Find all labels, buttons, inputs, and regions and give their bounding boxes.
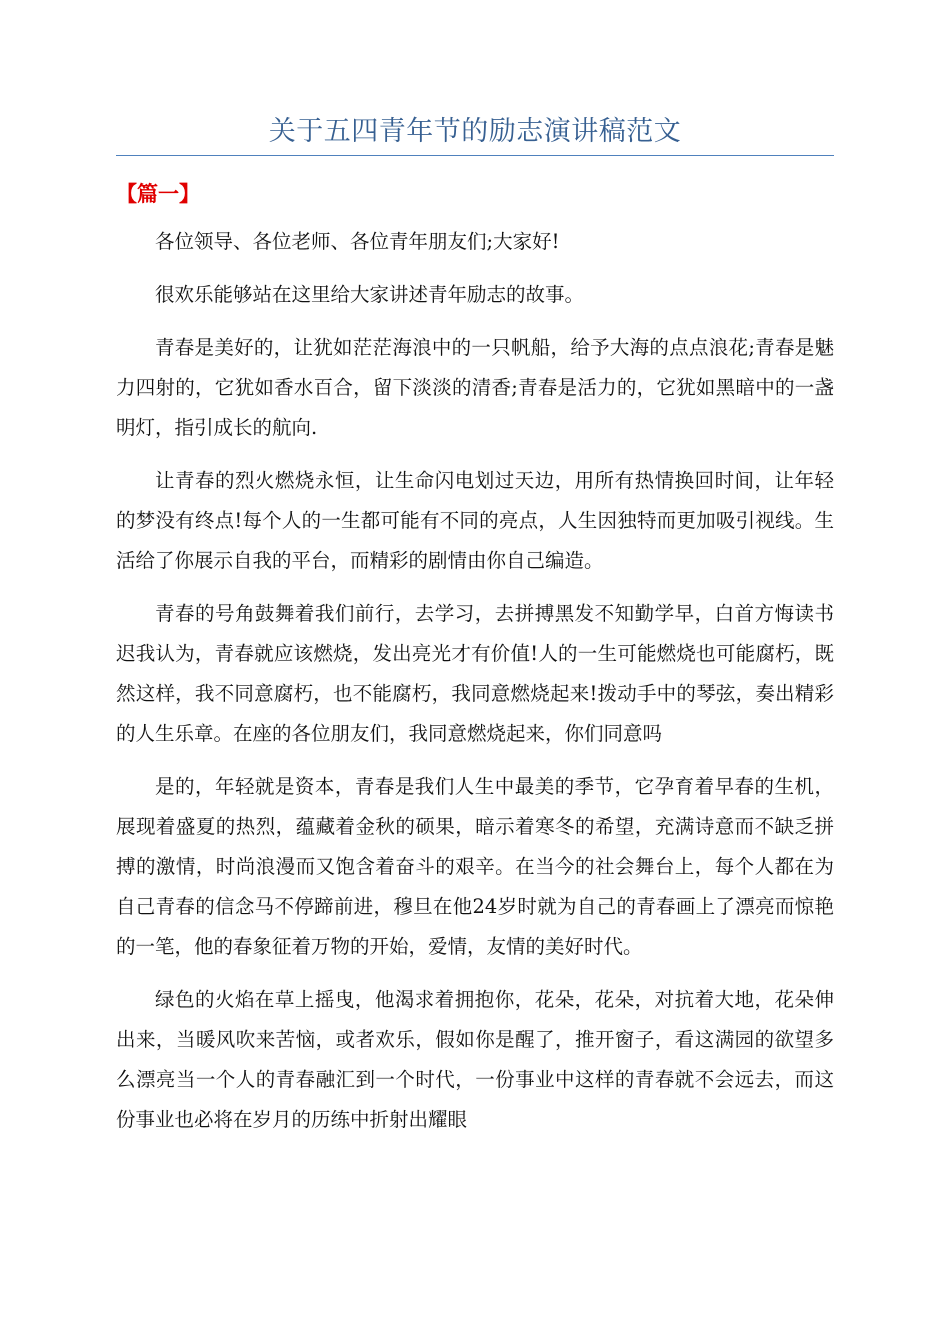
document-title: 关于五四青年节的励志演讲稿范文	[268, 116, 682, 147]
paragraph: 让青春的烈火燃烧永恒，让生命闪电划过天边，用所有热情换回时间，让年轻的梦没有终点!每个人的一生都可能有不同的亮点，人生因独特而更加吸引视线。生活给了你展示自我的平台，而精彩的剧情由你自己编造。	[116, 469, 834, 572]
section-heading: 【篇一】	[116, 182, 200, 206]
paragraph: 绿色的火焰在草上摇曳，他渴求着拥抱你，花朵，花朵，对抗着大地，花朵伸出来，当暖风吹来苦恼，或者欢乐，假如你是醒了，推开窗子，看这满园的欲望多么漂亮当一个人的青春融汇到一个时代，一份事业中这样的青春就不会远去，而这份事业也必将在岁月的历练中折射出耀眼	[116, 988, 834, 1131]
paragraph: 是的，年轻就是资本，青春是我们人生中最美的季节，它孕育着早春的生机，展现着盛夏的热烈，蕴藏着金秋的硕果，暗示着寒冬的希望，充满诗意而不缺乏拼搏的激情，时尚浪漫而又饱含着奋斗的艰辛。在当今的社会舞台上，每个人都在为自己青春的信念马不停蹄前进，穆旦在他24岁时就为自己的青春画上了漂亮而惊艳的一笔，他的春象征着万物的开始，爱情，友情的美好时代。	[116, 775, 834, 958]
paragraph: 各位领导、各位老师、各位青年朋友们;大家好!	[155, 230, 560, 253]
title-underline	[116, 155, 834, 156]
paragraph: 青春是美好的，让犹如茫茫海浪中的一只帆船，给予大海的点点浪花;青春是魅力四射的，它犹如香水百合，留下淡淡的清香;青春是活力的，它犹如黑暗中的一盏明灯，指引成长的航向.	[116, 336, 834, 439]
paragraph: 青春的号角鼓舞着我们前行，去学习，去拼搏黑发不知勤学早，白首方悔读书迟我认为，青春就应该燃烧，发出亮光才有价值!人的一生可能燃烧也可能腐朽，既然这样，我不同意腐朽，也不能腐朽，我同意燃烧起来!拨动手中的琴弦，奏出精彩的人生乐章。在座的各位朋友们，我同意燃烧起来，你们同意吗	[116, 602, 834, 745]
paragraph: 很欢乐能够站在这里给大家讲述青年励志的故事。	[155, 283, 585, 306]
document-body	[116, 222, 834, 1140]
